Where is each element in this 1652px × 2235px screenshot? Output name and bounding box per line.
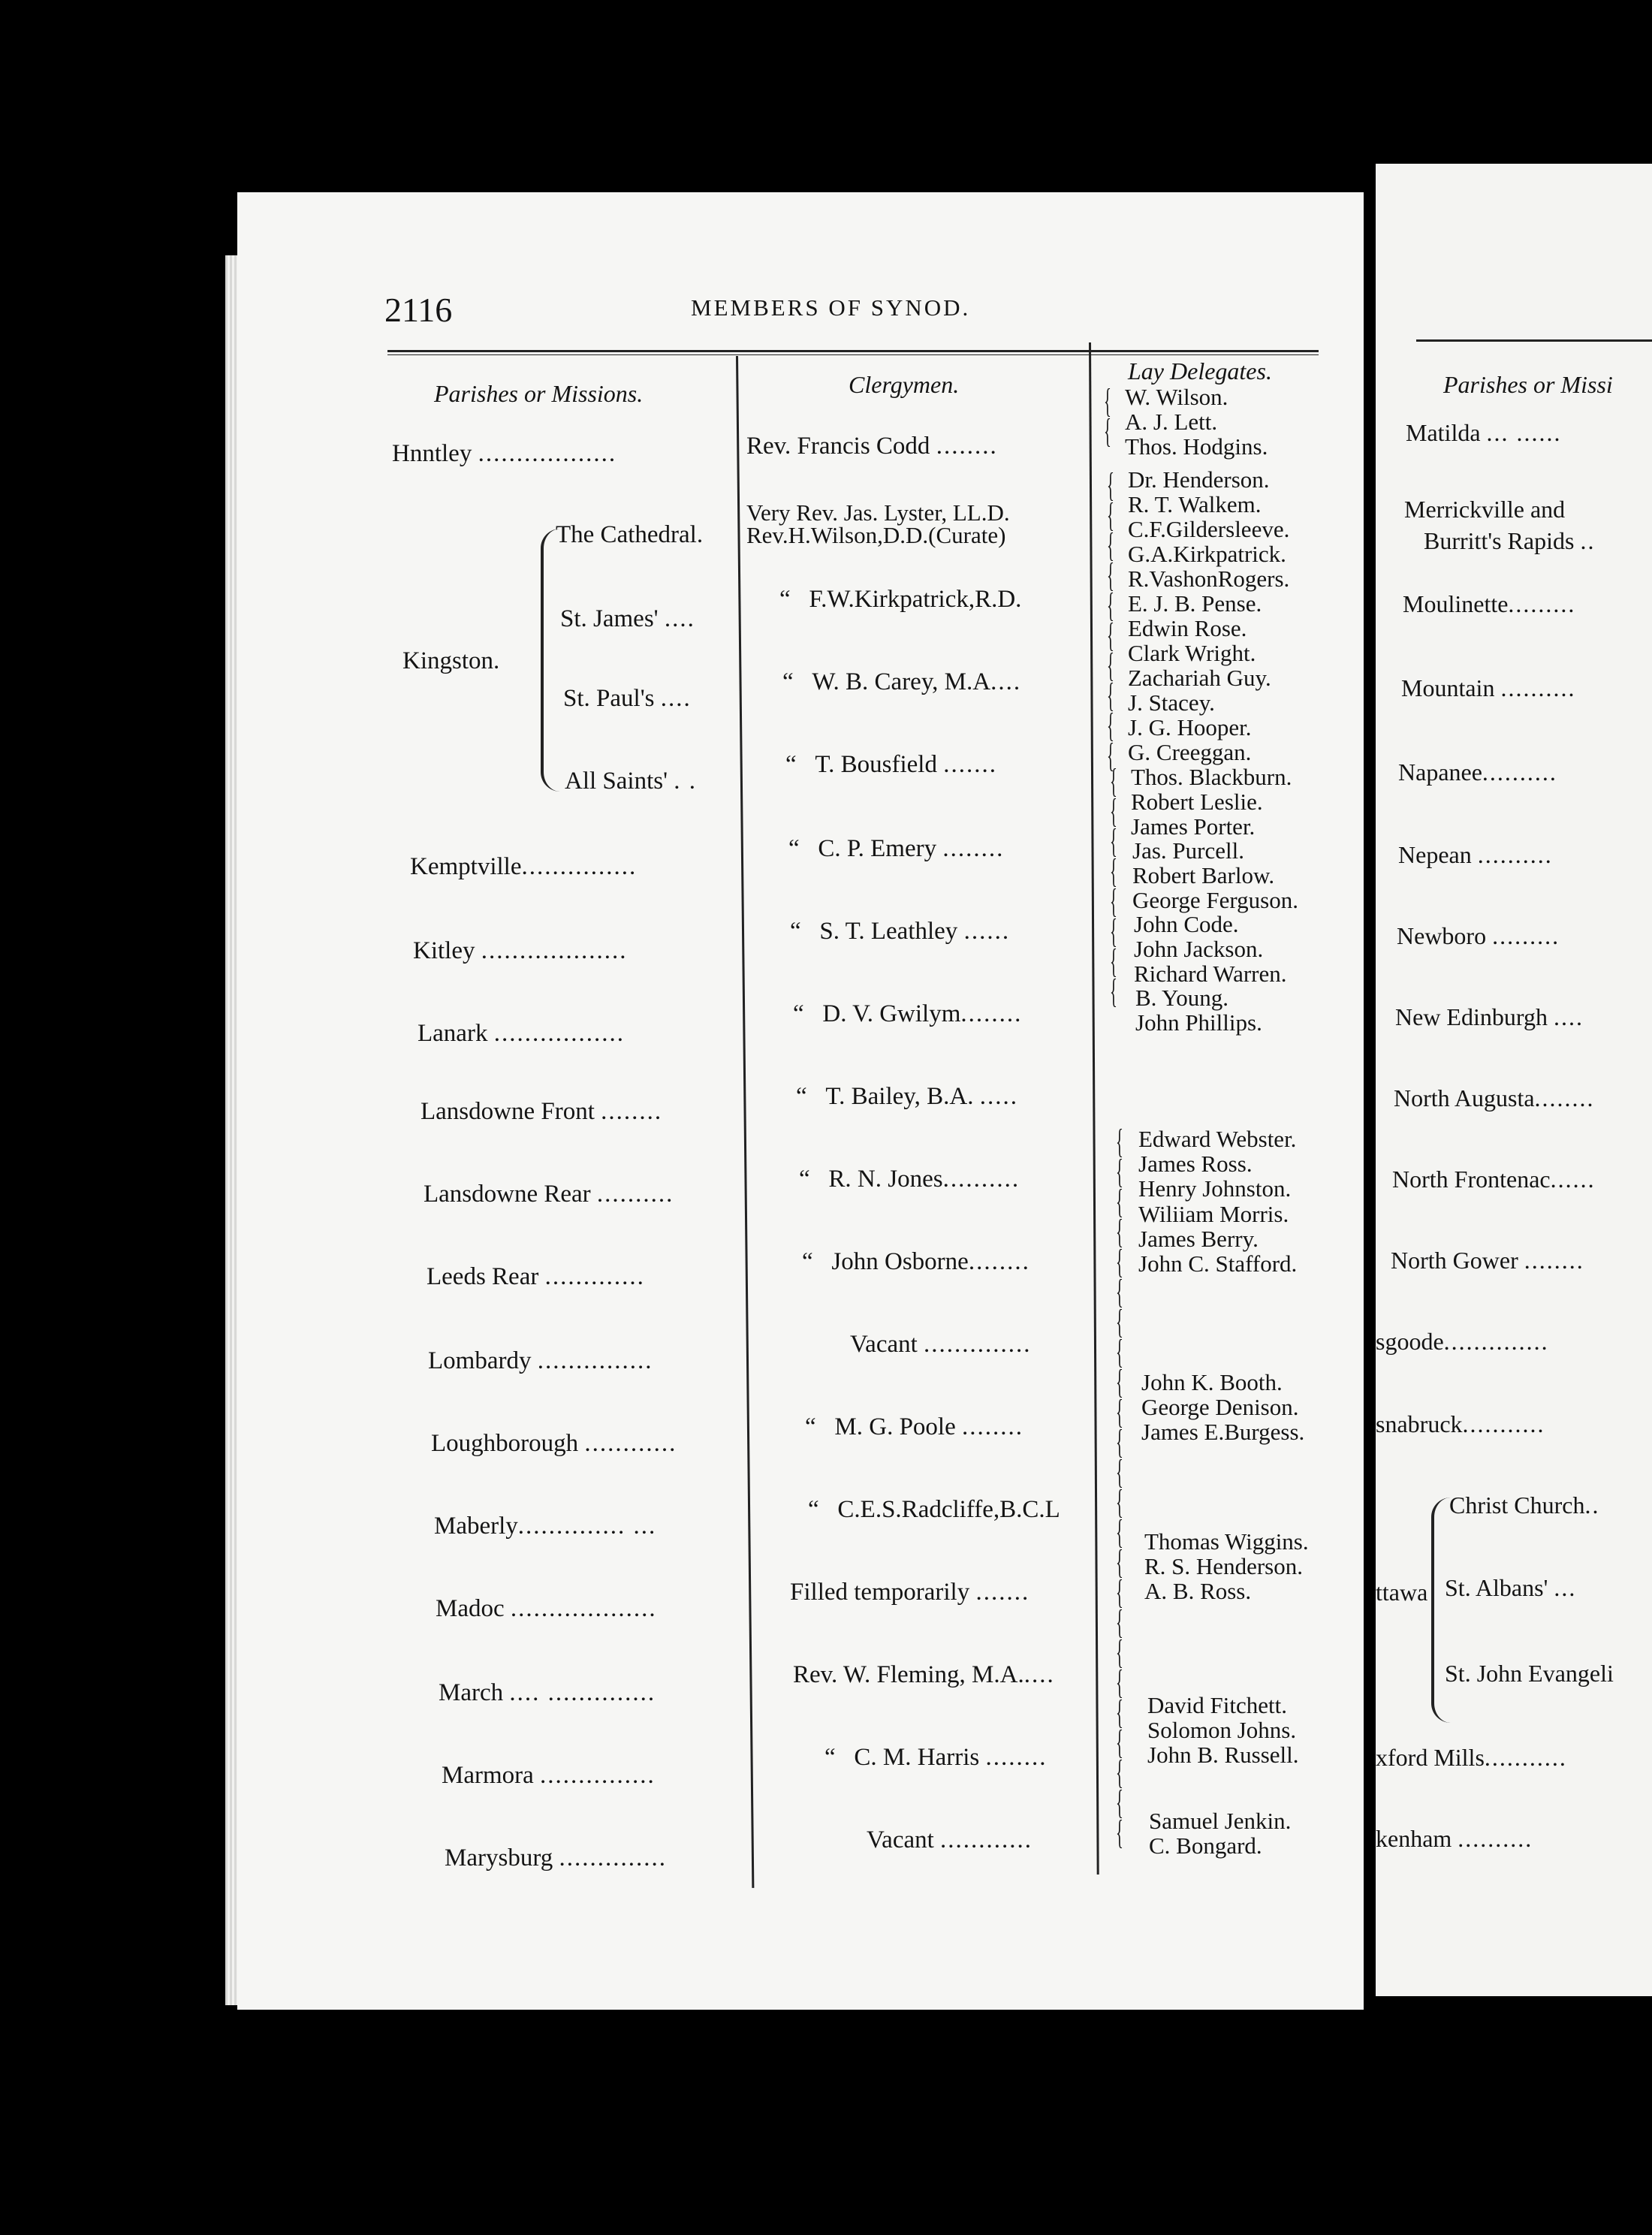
clergyman: Very Rev. Jas. Lyster, LL.D. Rev.H.Wilson,D.D.(Curate): [746, 499, 1010, 548]
kingston-church: The Cathedral.: [556, 521, 704, 548]
delegate-brace: { { { { { { { { { {: [1107, 466, 1114, 774]
clergyman: “ W. B. Carey, M.A....: [782, 668, 1022, 695]
right-parish: Mountain ..........: [1401, 674, 1576, 701]
delegate-group: B. Young. John Phillips.: [1135, 985, 1262, 1036]
clergyman: “ M. G. Poole ........: [805, 1413, 1023, 1440]
parish-name: Marysburg ..............: [445, 1844, 667, 1872]
right-parish: Matilda ... ......: [1406, 419, 1562, 446]
column-header-parishes: Parishes or Missions.: [434, 380, 644, 407]
clergyman: “ F.W.Kirkpatrick,R.D.: [779, 586, 1022, 613]
right-parish: snabruck...........: [1376, 1410, 1545, 1437]
clergyman: “ T. Bousfield .......: [785, 751, 997, 778]
page-number: 2116: [384, 291, 453, 329]
delegate-group: John Code. John Jackson. Richard Warren.: [1134, 911, 1287, 987]
clergyman: “ C.E.S.Radcliffe,B.C.L: [808, 1496, 1060, 1523]
clergyman: “ T. Bailey, B.A. .....: [796, 1083, 1018, 1110]
delegate-brace: { { { { { { { { { { { { { { { { { { { { { { { {: [1116, 1122, 1123, 1851]
column-divider-1: [736, 356, 754, 1888]
kingston-brace: [541, 529, 560, 792]
delegate-brace: { { { { { { { {: [1110, 762, 1117, 1010]
delegate-group: John K. Booth. George Denison. James E.Burgess.: [1141, 1369, 1305, 1445]
right-header-rule: [1416, 339, 1652, 342]
clergyman: “ C. M. Harris ........: [824, 1744, 1048, 1771]
column-header-clergymen: Clergymen.: [849, 371, 960, 398]
right-parish: North Gower ........: [1391, 1247, 1584, 1274]
parish-name: Kemptville...............: [410, 853, 638, 880]
parish-name: Leeds Rear .............: [427, 1263, 645, 1290]
parish-name: Lombardy ...............: [428, 1347, 653, 1374]
right-parish: Burritt's Rapids ..: [1424, 527, 1596, 554]
right-parish: Moulinette.........: [1403, 590, 1576, 617]
right-parish: Merrickville and: [1404, 496, 1566, 523]
clergyman: Vacant ..............: [850, 1331, 1032, 1358]
delegate-brace: { {: [1104, 382, 1111, 450]
running-head: MEMBERS OF SYNOD.: [691, 294, 971, 321]
parish-name: Marmora ...............: [442, 1762, 656, 1789]
right-parish: xford Mills...........: [1376, 1744, 1567, 1771]
clergyman: Rev. Francis Codd ........: [746, 433, 998, 460]
right-parish: Napanee..........: [1398, 759, 1557, 786]
kingston-church: St. Paul's ....: [563, 685, 692, 712]
right-parish: St. John Evangeli: [1445, 1660, 1614, 1687]
kingston-church: St. James' ....: [560, 605, 695, 632]
clergyman: Rev. W. Fleming, M.A.....: [793, 1661, 1055, 1688]
parish-name: Loughborough ............: [431, 1430, 677, 1457]
parish-name: March .... ..............: [439, 1679, 656, 1706]
right-parish: North Frontenac......: [1392, 1166, 1596, 1193]
clergyman: Filled temporarily .......: [790, 1579, 1030, 1606]
delegate-group: Wiliiam Morris. James Berry. John C. Stafford.: [1138, 1201, 1298, 1277]
right-page: [1376, 164, 1652, 1996]
header-rule-thin: [387, 354, 1319, 355]
header-rule: [387, 350, 1319, 352]
delegate-group: W. Wilson. A. J. Lett. Thos. Hodgins.: [1125, 384, 1268, 460]
delegate-group: Jas. Purcell. Robert Barlow. George Ferguson.: [1132, 837, 1298, 913]
right-parish: Newboro .........: [1397, 922, 1560, 949]
right-parish: kenham ..........: [1376, 1825, 1533, 1852]
ottawa-brace: [1431, 1498, 1451, 1723]
delegate-group: David Fitchett. Solomon Johns. John B. Russell.: [1147, 1692, 1299, 1768]
right-parish: ttawa: [1376, 1579, 1428, 1606]
delegate-group: Samuel Jenkin. C. Bongard.: [1149, 1808, 1292, 1859]
clergyman: “ S. T. Leathley ......: [790, 918, 1011, 945]
parish-name: Maberly.............. ...: [434, 1513, 657, 1540]
parish-name: Lanark .................: [418, 1020, 625, 1047]
right-parish: Nepean ..........: [1398, 841, 1553, 868]
clergyman: “ John Osborne........: [802, 1248, 1030, 1275]
delegate-group: Thos. Blackburn. Robert Leslie. James Porter.: [1131, 764, 1292, 840]
delegate-group: Dr. Henderson. R. T. Walkem. C.F.Gildersleeve. G.A.Kirkpatrick. R.VashonRogers. E. J. B. Pense. Edwin Rose. Clark Wright. Zachariah Guy. J. Stacey. J. G. Hooper. G. Creeggan.: [1128, 466, 1290, 765]
kingston-church: All Saints' . .: [565, 768, 698, 795]
parish-name: Lansdowne Front ........: [421, 1098, 663, 1125]
right-parish: Christ Church..: [1449, 1492, 1600, 1519]
clergyman: Vacant ............: [867, 1826, 1033, 1853]
clergyman: “ C. P. Emery ........: [788, 835, 1005, 862]
right-parish: New Edinburgh ....: [1395, 1003, 1584, 1030]
delegate-group: Edward Webster. James Ross. Henry Johnston.: [1138, 1126, 1297, 1202]
clergyman: “ R. N. Jones..........: [799, 1166, 1020, 1193]
parish-name: Kitley ...................: [413, 937, 628, 964]
delegate-group: Thomas Wiggins. R. S. Henderson. A. B. Ross.: [1144, 1528, 1309, 1604]
column-header-lay-delegates: Lay Delegates.: [1128, 357, 1272, 385]
parish-name: Hnntley ..................: [392, 440, 617, 467]
parish-name: Kingston.: [402, 647, 500, 674]
right-parish: sgoode..............: [1376, 1328, 1549, 1355]
left-page: [237, 192, 1364, 2010]
parish-name: Madoc ...................: [436, 1595, 657, 1622]
column-divider-2: [1089, 342, 1099, 1875]
right-parish: North Augusta........: [1394, 1084, 1595, 1111]
clergyman: “ D. V. Gwilym........: [793, 1000, 1023, 1027]
right-parish: St. Albans' ...: [1445, 1574, 1577, 1601]
right-column-header: Parishes or Missi: [1443, 371, 1613, 398]
parish-name: Lansdowne Rear ..........: [424, 1181, 674, 1208]
